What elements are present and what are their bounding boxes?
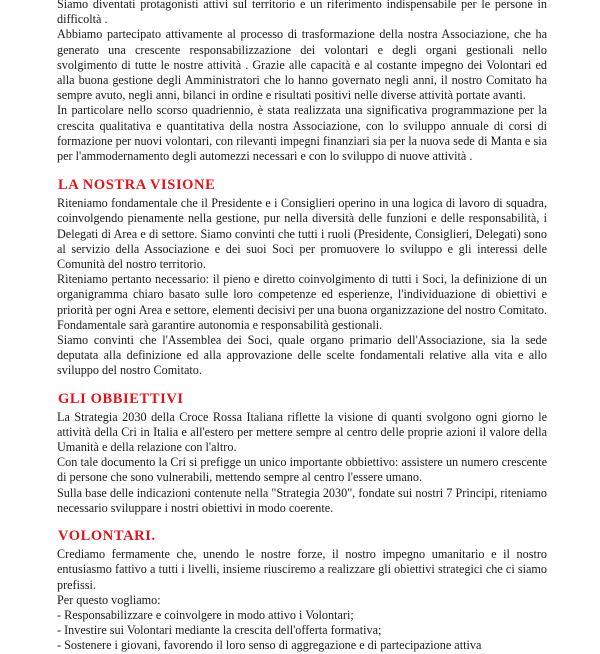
list-item: - Responsabilizzare e coinvolgere in modo attivo i Volontari; [57,607,354,622]
volontari-list [57,608,547,654]
list-item: - Investire sui Volontari mediante la crescita dell'offerta formativa; [57,623,382,638]
obiettivi-paragraph-1: La Strategia 2030 della Croce Rossa Italiana riflette la visione di quanti svolgono ogni giorno le attività della Cri in Italia e all'estero per mettere sempre al centro delle proprie azioni il valore della Umanità e della relazione con l'altro. [57,409,547,455]
section-heading-visione: LA NOSTRA VISIONE [58,177,216,194]
intro-paragraph-3: In particolare nello scorso quadriennio, è stata realizzata una significativa programmazione per la crescita qualitativa e quantitativa della nostra Associazione, con lo sviluppo annuale di corsi di formazione per nuovi volontari, con rilevanti impegni finanziari sia per la nuova sede di Manta e sia per l'ammodernamento degli automezzi necessari e con lo sviluppo di nuove attività . [57,103,547,164]
section-heading-obiettivi: GLI OBBIETTIVI [58,390,184,407]
visione-paragraph-3: Siamo convinti che l'Assemblea dei Soci, quale organo primario dell'Associazione, sia la sede deputata alla definizione ed alla approvazione delle scelte fondamentali relative alla vita e allo sviluppo del nostro Comitato. [57,333,547,378]
visione-paragraph-2: Riteniamo pertanto necessario: il pieno e diretto coinvolgimento di tutti i Soci, la definizione di un organigramma chiaro basato sulle loro competenze ed esperienze, l'individuazione di obiettivi e priorità per ogni Area e settore, elementi decisivi per una buona organizzazione del nostro Comitato. Fondamentale sarà garantire autonomia e responsabilità gestionali. [57,272,547,332]
list-item: - Sostenere i giovani, favorendo il loro senso di aggregazione e di partecipazione attiva [57,638,482,653]
intro-paragraph-2: Abbiamo partecipato attivamente al processo di trasformazione della nostra Associazione, che ha generato una crescente responsabilizzazione dei volontari e degli organi gestionali nello svolgimento di tutte le nostre attività . Grazie alle capacità e al costante impegno dei Volontari ed alla buona gestione degli Amministratori che lo hanno governato negli anni, il nostro Comitato ha sempre avuto, negli anni, bilanci in ordine e risultati positivi nelle diverse attività portate avanti. [57,27,547,103]
obiettivi-paragraph-2: Con tale documento la Cri si prefigge un unico importante obbiettivo: assistere un numero crescente di persone che sono vulnerabili, mettendo sempre al centro l'essere umano. [57,455,547,485]
obiettivi-paragraph-3: Sulla base delle indicazioni contenute nella "Strategia 2030", fondate sui nostri 7 Principi, riteniamo necessario sviluppare i nostri obiettivi in modo coerente. [57,485,547,515]
document-body [57,0,547,654]
volontari-paragraph-1: Crediamo fermamente che, unendo le nostre forze, il nostro impegno umanitario e il nostro entusiasmo fattivo a tutti i livelli, insieme riusciremo a realizzare gli obiettivi strategici che ci siamo prefissi. [57,547,547,592]
intro-paragraph-1: Siamo diventati protagonisti attivi sul territorio e un riferimento indispensabile per le persone in difficoltà . [57,0,547,27]
visione-paragraph-1: Riteniamo fondamentale che il Presidente e i Consiglieri operino in una logica di lavoro di squadra, coinvolgendo pienamente nella gestione, pur nella diversità delle funzioni e delle responsabilità, i Delegati di Area e di settore. Siamo convinti che tutti i ruoli (Presidente, Consiglieri, Delegati) sono al servizio della Associazione e dei suoi Soci per promuovere lo sviluppo e gli interessi delle Comunità del nostro territorio. [57,196,547,272]
volontari-paragraph-2: Per questo vogliamo: [57,592,161,607]
section-heading-volontari: VOLONTARI. [58,528,156,545]
